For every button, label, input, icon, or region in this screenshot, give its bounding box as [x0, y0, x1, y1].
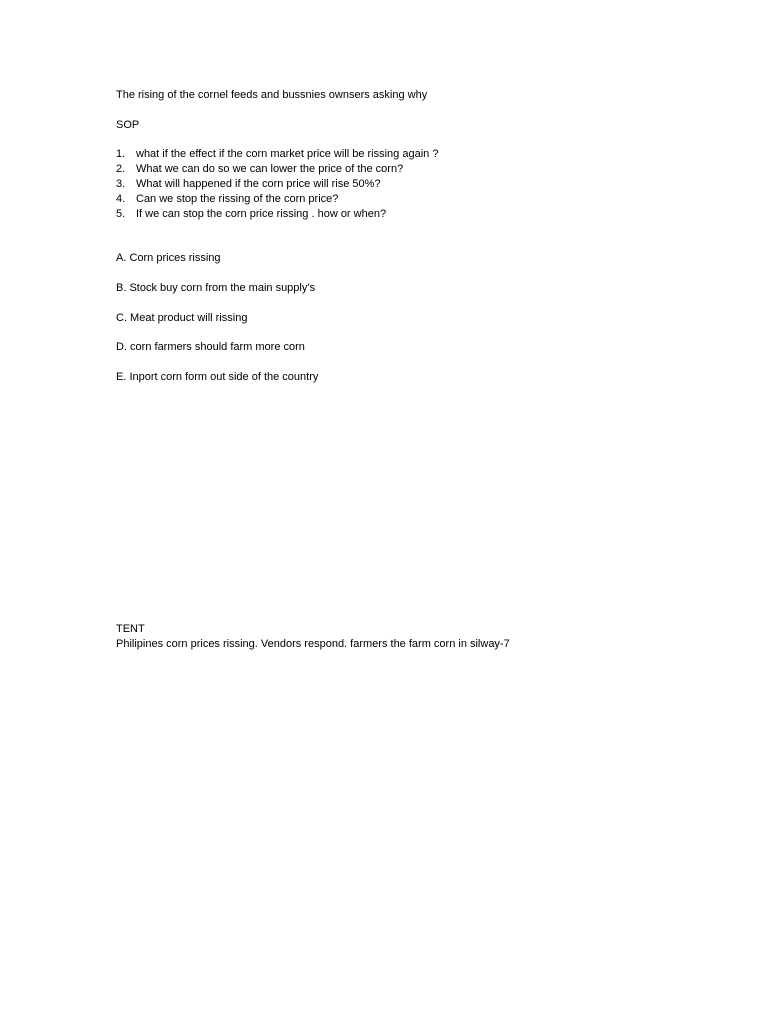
- question-item: [116, 207, 438, 222]
- question-text: If we can stop the corn price rissing . how or when?: [136, 208, 387, 220]
- tent-text: Philipines corn prices rissing. Vendors respond. farmers the farm corn in silway-7: [116, 638, 510, 650]
- sop-heading: SOP: [116, 119, 140, 131]
- question-number: 5.: [116, 208, 126, 220]
- question-item: [116, 162, 438, 177]
- question-number: 1.: [116, 148, 126, 160]
- question-text: what if the effect if the corn market price will be rissing again ?: [136, 148, 439, 160]
- question-number: 3.: [116, 178, 126, 190]
- question-text: What will happened if the corn price will rise 50%?: [136, 178, 381, 190]
- question-number: 2.: [116, 163, 126, 175]
- lettered-item-d: D. corn farmers should farm more corn: [116, 341, 305, 353]
- lettered-item-a: A. Corn prices rissing: [116, 252, 221, 264]
- question-number: 4.: [116, 193, 126, 205]
- tent-heading: TENT: [116, 623, 145, 635]
- lettered-item-c: C. Meat product will rissing: [116, 312, 248, 324]
- lettered-item-e: E. Inport corn form out side of the country: [116, 371, 319, 383]
- document-title: The rising of the cornel feeds and bussnies ownsers asking why: [116, 89, 428, 101]
- question-item: [116, 147, 438, 162]
- question-text: What we can do so we can lower the price of the corn?: [136, 163, 404, 175]
- question-item: [116, 192, 438, 207]
- lettered-item-b: B. Stock buy corn from the main supply’s: [116, 282, 316, 294]
- question-item: [116, 177, 438, 192]
- question-text: Can we stop the rissing of the corn price?: [136, 193, 339, 205]
- questions-list: [116, 147, 438, 222]
